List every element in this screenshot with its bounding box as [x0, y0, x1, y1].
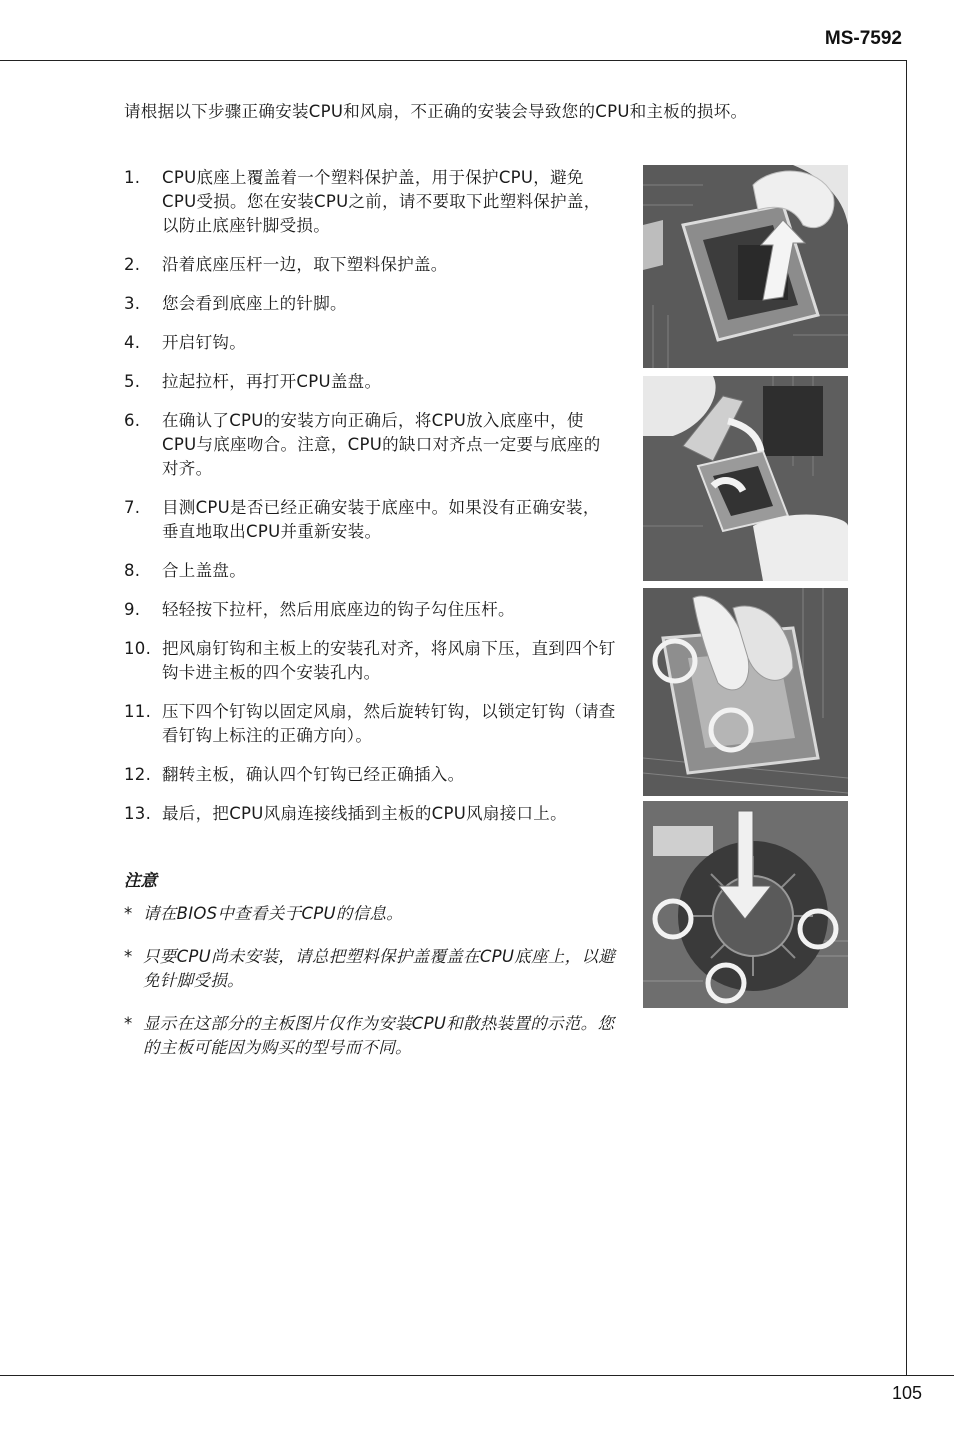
step-text: 拉起拉杆，再打开CPU盖盘。	[162, 372, 382, 391]
step-text: 沿着底座压杆一边，取下塑料保护盖。	[162, 255, 448, 274]
step-item	[124, 559, 616, 583]
note-heading: 注意	[124, 871, 157, 890]
step-number: 10.	[124, 639, 152, 658]
note-text: 只要CPU尚未安装，请总把塑料保护盖覆盖在CPU底座上，以避免针脚受损。	[143, 947, 616, 990]
note-bullet: *	[124, 904, 133, 923]
step-text: CPU底座上覆盖着一个塑料保护盖，用于保护CPU，避免CPU受损。您在安装CPU之前，请不要取下此塑料保护盖，以防止底座针脚受损。	[162, 168, 601, 235]
page-number: 105	[891, 1383, 922, 1403]
top-rule	[0, 60, 907, 61]
note-item	[124, 1012, 619, 1060]
step-text: 翻转主板，确认四个钉钩已经正确插入。	[162, 765, 465, 784]
step-number: 13.	[124, 804, 152, 823]
photo-install-fan	[643, 801, 848, 1008]
step-item	[124, 802, 616, 826]
step-number: 5.	[124, 372, 141, 391]
step-item	[124, 253, 616, 277]
step-item	[124, 370, 616, 394]
step-text: 轻轻按下拉杆，然后用底座边的钩子勾住压杆。	[162, 600, 515, 619]
step-text: 在确认了CPU的安装方向正确后，将CPU放入底座中，使CPU与底座吻合。注意，CPU的缺口对齐点一定要与底座的对齐。	[162, 411, 601, 478]
intro-paragraph: 请根据以下步骤正确安装CPU和风扇，不正确的安装会导致您的CPU和主板的损坏。	[124, 102, 748, 121]
step-number: 12.	[124, 765, 152, 784]
step-item	[124, 166, 616, 238]
step-number: 11.	[124, 702, 152, 721]
bottom-rule	[0, 1375, 954, 1376]
step-number: 4.	[124, 333, 141, 352]
step-text: 最后，把CPU风扇连接线插到主板的CPU风扇接口上。	[162, 804, 567, 823]
model-number: MS-7592	[824, 28, 902, 49]
note-text: 显示在这部分的主板图片仅作为安装CPU和散热装置的示范。您的主板可能因为购买的型号而不同。	[143, 1014, 615, 1057]
photo-open-lever	[643, 376, 848, 581]
step-item	[124, 598, 616, 622]
note-bullet: *	[124, 947, 133, 966]
step-number: 3.	[124, 294, 141, 313]
step-text: 开启钉钩。	[162, 333, 246, 352]
step-text: 您会看到底座上的针脚。	[162, 294, 347, 313]
step-number: 6.	[124, 411, 141, 430]
step-item	[124, 763, 616, 787]
step-text: 压下四个钉钩以固定风扇，然后旋转钉钩，以锁定钉钩（请查看钉钩上标注的正确方向）。	[162, 702, 616, 745]
note-list	[124, 902, 619, 1079]
note-item	[124, 945, 619, 993]
step-number: 2.	[124, 255, 141, 274]
step-item	[124, 496, 616, 544]
step-text: 合上盖盘。	[162, 561, 246, 580]
step-item	[124, 292, 616, 316]
step-number: 9.	[124, 600, 141, 619]
note-item	[124, 902, 619, 926]
step-item	[124, 637, 616, 685]
step-number: 8.	[124, 561, 141, 580]
step-text: 目测CPU是否已经正确安装于底座中。如果没有正确安装，垂直地取出CPU并重新安装。	[162, 498, 600, 541]
photo-remove-cap	[643, 165, 848, 368]
step-number: 1.	[124, 168, 141, 187]
step-item	[124, 409, 616, 481]
step-text: 把风扇钉钩和主板上的安装孔对齐，将风扇下压，直到四个钉钩卡进主板的四个安装孔内。	[162, 639, 616, 682]
note-bullet: *	[124, 1014, 133, 1033]
note-text: 请在BIOS中查看关于CPU的信息。	[143, 904, 404, 923]
installation-steps	[124, 166, 616, 841]
step-item	[124, 331, 616, 355]
step-number: 7.	[124, 498, 141, 517]
photo-lock-lever	[643, 588, 848, 796]
right-rule	[906, 60, 907, 1376]
step-item	[124, 700, 616, 748]
